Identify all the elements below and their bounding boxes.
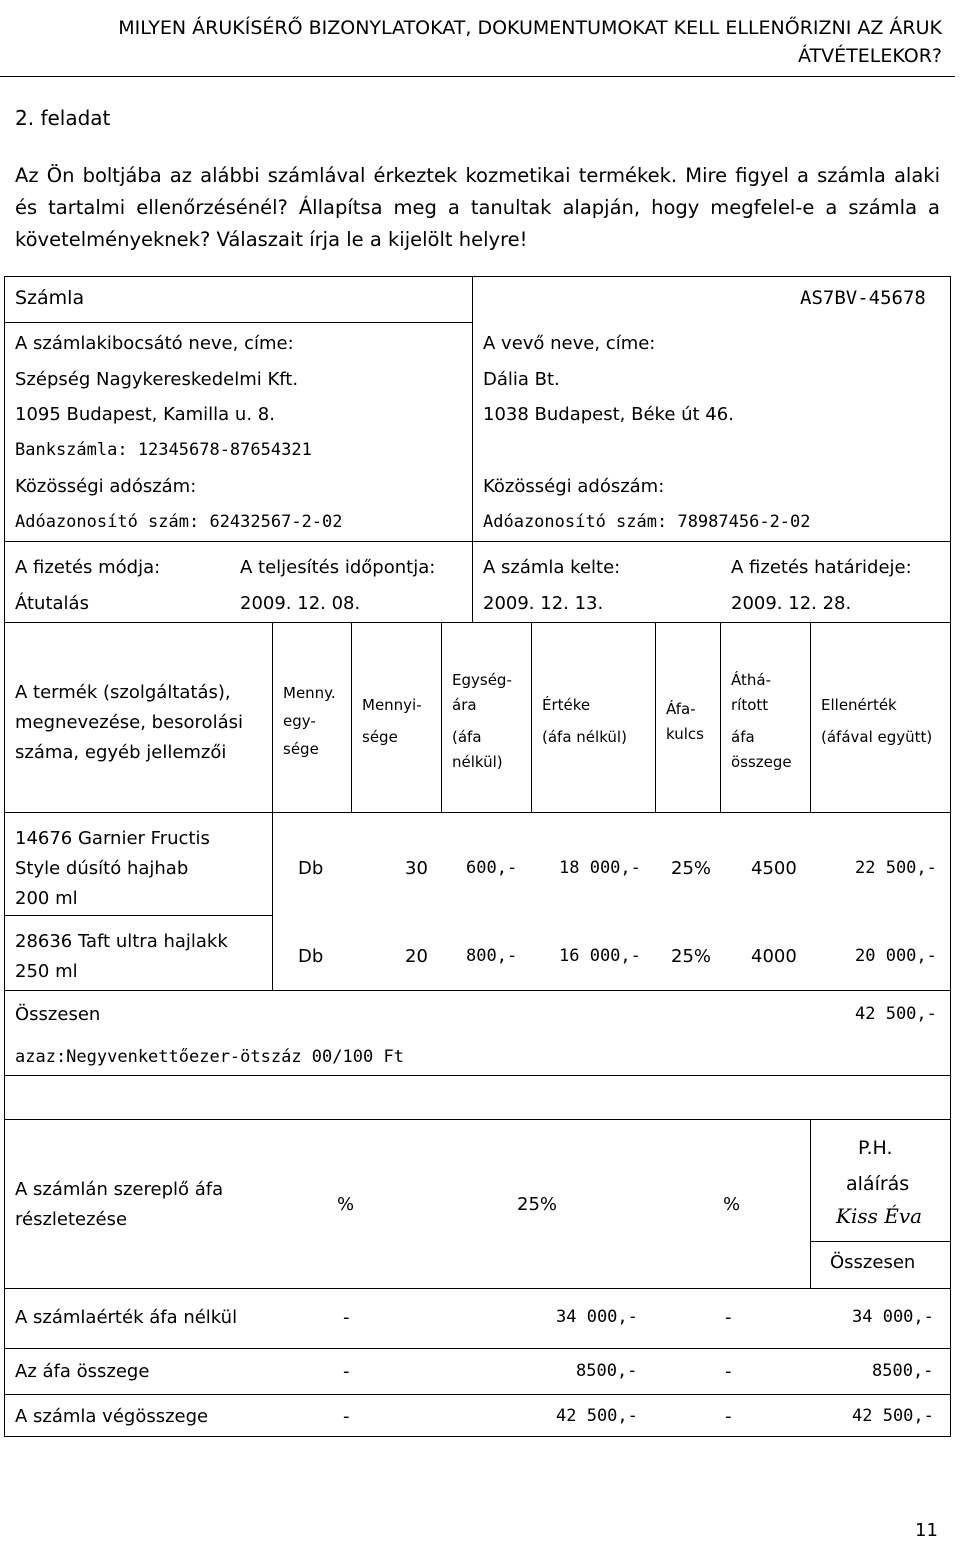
vat-row-c3: - <box>725 1307 732 1328</box>
col-header-vat-amount-1: Áthá- <box>731 671 771 689</box>
item-2-vat-rate: 25% <box>671 946 712 967</box>
intro-line: Az Ön boltjába az alábbi számlával érkeztek kozmetikai termékek. Mire figyel a számla alaki <box>15 164 940 187</box>
col-header-qty-2: sége <box>362 728 398 746</box>
col-header-vat-amount-3: áfa <box>731 728 755 746</box>
buyer-tax-id: Adóazonosító szám: 78987456-2-02 <box>483 512 811 532</box>
buyer-community-tax-label: Közösségi adószám: <box>483 476 665 497</box>
item-2-name-line-1: 28636 Taft ultra hajlakk <box>15 931 228 952</box>
vat-col-3: % <box>723 1194 741 1215</box>
seller-tax-id: Adóazonosító szám: 62432567-2-02 <box>15 512 343 532</box>
vat-summary-table <box>4 1119 951 1437</box>
intro-line: követelményeknek? Válaszait írja le a kijelölt helyre! <box>15 228 528 251</box>
divider <box>272 622 273 812</box>
item-2-unit: Db <box>298 946 324 967</box>
vat-summary-label-2: részletezése <box>15 1209 128 1230</box>
divider <box>351 622 352 812</box>
divider <box>4 1348 951 1349</box>
vat-row-label: Az áfa összege <box>15 1361 150 1382</box>
col-header-unit-2: egy- <box>283 712 316 730</box>
col-header-vat-rate-2: kulcs <box>666 725 704 743</box>
vat-col-2: 25% <box>517 1194 558 1215</box>
vat-row-c3: - <box>725 1406 732 1427</box>
divider <box>655 622 656 812</box>
header-line-1: MILYEN ÁRUKÍSÉRŐ BIZONYLATOKAT, DOKUMENTUMOKAT KELL ELLENŐRIZNI AZ ÁRUK <box>118 17 942 39</box>
vat-row-c1: - <box>343 1406 350 1427</box>
issue-date-label: A számla kelte: <box>483 557 621 578</box>
divider <box>4 1075 951 1076</box>
item-2-vat-amount: 4000 <box>751 946 797 967</box>
item-1-unit: Db <box>298 858 324 879</box>
task-intro <box>15 160 940 256</box>
item-1-name-line-1: 14676 Garnier Fructis <box>15 828 210 849</box>
divider <box>4 1288 951 1289</box>
fulfillment-date: 2009. 12. 08. <box>240 593 361 614</box>
vat-row-c4: 42 500,- <box>852 1406 934 1426</box>
item-2-qty: 20 <box>405 946 428 967</box>
col-header-unit-1: Menny. <box>283 684 336 702</box>
item-1-total: 22 500,- <box>855 858 937 878</box>
signature-label: aláírás <box>846 1173 910 1195</box>
invoice-title: Számla <box>15 287 85 309</box>
col-header-value-2: (áfa nélkül) <box>542 728 627 746</box>
item-1-unit-price: 600,- <box>466 858 518 878</box>
divider <box>4 915 272 916</box>
item-1-name-line-2: Style dúsító hajhab <box>15 858 189 879</box>
col-header-product-3: száma, egyéb jellemzői <box>15 742 227 763</box>
col-header-vat-amount-4: összege <box>731 753 792 771</box>
divider <box>4 322 472 323</box>
seller-label: A számlakibocsátó neve, címe: <box>15 333 294 354</box>
seller-address: 1095 Budapest, Kamilla u. 8. <box>15 404 275 425</box>
divider <box>810 1119 811 1288</box>
col-header-vat-amount-2: rított <box>731 696 769 714</box>
vat-row-c2: 34 000,- <box>556 1307 638 1327</box>
vat-row-c1: - <box>343 1307 350 1328</box>
page-number: 11 <box>915 1520 938 1541</box>
sum-value: 42 500,- <box>855 1004 937 1024</box>
seller-bank-account: Bankszámla: 12345678-87654321 <box>15 440 312 460</box>
divider <box>720 622 721 812</box>
signature: Kiss Éva <box>836 1204 923 1228</box>
item-2-total: 20 000,- <box>855 946 937 966</box>
col-header-unit-price-3: (áfa <box>452 728 482 746</box>
fulfillment-label: A teljesítés időpontja: <box>240 557 436 578</box>
divider <box>4 990 951 991</box>
due-date: 2009. 12. 28. <box>731 593 852 614</box>
vat-row-c4: 34 000,- <box>852 1307 934 1327</box>
col-header-total-2: (áfával együtt) <box>821 728 933 746</box>
col-header-qty-1: Mennyi- <box>362 696 422 714</box>
vat-row-c2: 8500,- <box>576 1361 638 1381</box>
vat-row-label: A számlaérték áfa nélkül <box>15 1307 238 1328</box>
item-1-vat-rate: 25% <box>671 858 712 879</box>
vat-summary-label-1: A számlán szereplő áfa <box>15 1179 224 1200</box>
col-header-unit-price-1: Egység- <box>452 671 512 689</box>
header-rule <box>0 76 955 77</box>
item-2-unit-price: 800,- <box>466 946 518 966</box>
invoice-number: AS7BV-45678 <box>800 287 926 309</box>
divider <box>531 622 532 812</box>
due-date-label: A fizetés határideje: <box>731 557 912 578</box>
payment-method: Átutalás <box>15 593 89 614</box>
buyer-address: 1038 Budapest, Béke út 46. <box>483 404 734 425</box>
col-header-unit-price-4: nélkül) <box>452 753 503 771</box>
task-title: 2. feladat <box>15 106 111 130</box>
col-header-vat-rate-1: Áfa- <box>666 700 696 718</box>
vat-row-c2: 42 500,- <box>556 1406 638 1426</box>
item-1-value: 18 000,- <box>559 858 641 878</box>
vat-total-label: Összesen <box>830 1252 916 1273</box>
item-1-vat-amount: 4500 <box>751 858 797 879</box>
col-header-product-2: megnevezése, besorolási <box>15 712 243 733</box>
divider <box>4 1394 951 1395</box>
col-header-value-1: Értéke <box>542 696 591 714</box>
item-2-value: 16 000,- <box>559 946 641 966</box>
sum-label: Összesen <box>15 1004 101 1025</box>
page-header <box>0 14 942 70</box>
intro-line: és tartalmi ellenőrzésénél? Állapítsa meg a tanultak alapján, hogy megfelel-e a számla a <box>15 196 940 219</box>
vat-row-c1: - <box>343 1361 350 1382</box>
seller-name: Szépség Nagykereskedelmi Kft. <box>15 369 299 390</box>
vat-row-c4: 8500,- <box>872 1361 934 1381</box>
item-2-name-line-2: 250 ml <box>15 961 78 982</box>
amount-in-words: azaz:Negyvenkettőezer-ötszáz 00/100 Ft <box>15 1047 404 1067</box>
vat-row-c3: - <box>725 1361 732 1382</box>
seller-community-tax-label: Közösségi adószám: <box>15 476 197 497</box>
item-1-qty: 30 <box>405 858 428 879</box>
item-1-name-line-3: 200 ml <box>15 888 78 909</box>
header-line-2: ÁTVÉTELEKOR? <box>798 45 942 67</box>
divider <box>810 622 811 812</box>
col-header-unit-3: sége <box>283 740 319 758</box>
col-header-total-1: Ellenérték <box>821 696 897 714</box>
col-header-unit-price-2: ára <box>452 696 477 714</box>
divider <box>272 812 273 990</box>
vat-row-label: A számla végösszege <box>15 1406 209 1427</box>
buyer-label: A vevő neve, címe: <box>483 333 656 354</box>
divider <box>4 812 951 813</box>
buyer-name: Dália Bt. <box>483 369 560 390</box>
vat-col-1: % <box>337 1194 355 1215</box>
divider <box>472 276 473 542</box>
divider <box>472 541 473 623</box>
divider <box>810 1241 951 1242</box>
issue-date: 2009. 12. 13. <box>483 593 604 614</box>
stamp-label: P.H. <box>858 1137 893 1159</box>
col-header-product-1: A termék (szolgáltatás), <box>15 682 231 703</box>
divider <box>441 622 442 812</box>
payment-method-label: A fizetés módja: <box>15 557 161 578</box>
